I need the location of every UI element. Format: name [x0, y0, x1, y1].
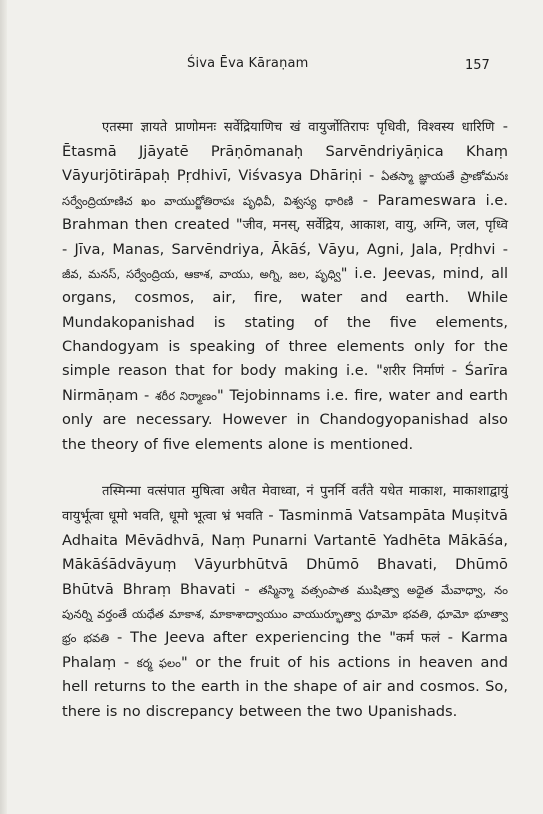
term-telugu: కర్మ ఫలం	[136, 656, 182, 671]
paragraph-1	[62, 115, 508, 457]
sanskrit-verse-telugu: తస్మిన్మా వత్సంపాత ముషిత్వా అధైత మేవాధ్వా, నం పునర్ని వర్తంతే యధేత మాకాశ, మాకాశాద్వాయుం వాయుర్భూత్వా ధూమో భవతి, ధూమో భూత్వా భ్రం భవతి	[62, 582, 508, 646]
page-edge	[0, 0, 7, 814]
term-list-devanagari: जीव, मनस्, सर्वेद्रिय, आकाश, वायु, अग्नि, जल, पृध्वि	[242, 217, 508, 233]
body-text: " or the fruit of his actions in heaven and hell returns to the earth in the shape of air and cosmos. So, there is no discrepancy between the two Upanishads.	[62, 654, 508, 720]
transliteration: - Tasminmā Vatsampāta Muṣitvā Adhaita Mēvādhvā, Naṃ Punarni Vartantē Yadhēta Mākāśa, Mākāśādvāyuṃ Vāyurbhūtvā Dhūmō Bhavati, Dhūmō Bhūtvā Bhraṃ Bhavati -	[62, 507, 508, 598]
term-transliteration: - Karma Phalaṃ -	[62, 629, 509, 672]
page-body	[62, 115, 508, 724]
term-transliteration: - Śarīra Nirmāṇam -	[62, 362, 509, 405]
term-list-transliteration: - Jīva, Manas, Sarvēndriya, Ākāś, Vāyu, Agni, Jala, Pṛdhvi -	[62, 241, 508, 259]
transliteration: - Ētasmā Jjāyatē Prāṇōmanaḥ Sarvēndriyāṇica Khaṃ Vāyurjōtirāpaḥ Pṛdhivī, Viśvasya Dhāriṇi -	[62, 118, 508, 185]
term-devanagari: कर्म फलं	[395, 631, 440, 647]
sanskrit-verse-telugu: ఏతస్మా జ్ఞాయతే ప్రాణోమనః సర్వేంద్రియాణిచ ఖం వాయుర్జోతిరాపః పృధివీ, విశ్వస్య ధారిణి	[62, 169, 508, 208]
body-text: " i.e. Jeevas, mind, all organs, cosmos, air, fire, water and earth. While Mundakopanishad is stating of the five elements, Chandogyam is speaking of three elements only for the simple reason that for body making i.e. "	[62, 265, 508, 380]
sanskrit-verse-devanagari: एतस्मा ज्ञायते प्राणोमनः सर्वेद्रियाणिच खं वायुर्जोतिरापः पृधिवी, विश्वस्य धारिणि	[102, 120, 495, 135]
paragraph-2	[62, 479, 508, 724]
term-devanagari: शरीर निर्माणं	[382, 364, 445, 380]
page-header	[0, 56, 543, 76]
body-text: " Tejobinnams i.e. fire, water and earth only are necessary. However in Chandogyopanishad also the theory of five elements alone is mentioned.	[62, 387, 509, 453]
page-number: 157	[465, 58, 490, 73]
sanskrit-verse-devanagari: तस्मिन्मा वत्संपात मुषित्वा अधैत मेवाध्वा, नं पुनर्नि वर्तंते यधेत माकाश, माकाशाद्वायुं वायुर्भूत्वा धूमो भवति, धूमो भूत्वा भ्रं भवति	[62, 483, 508, 525]
term-telugu: శరీర నిర్మాణం	[155, 389, 217, 404]
running-head: Śiva Ēva Kāraṇam	[187, 56, 309, 71]
term-list-telugu: జీవ, మనస్, సర్వేంద్రియ, ఆకాశ, వాయు, అగ్ని, జల, పృధ్వి	[62, 267, 341, 282]
body-text: - The Jeeva after experiencing the "	[109, 629, 396, 647]
body-text: - Parameswara i.e. Brahman then created "	[62, 191, 508, 233]
